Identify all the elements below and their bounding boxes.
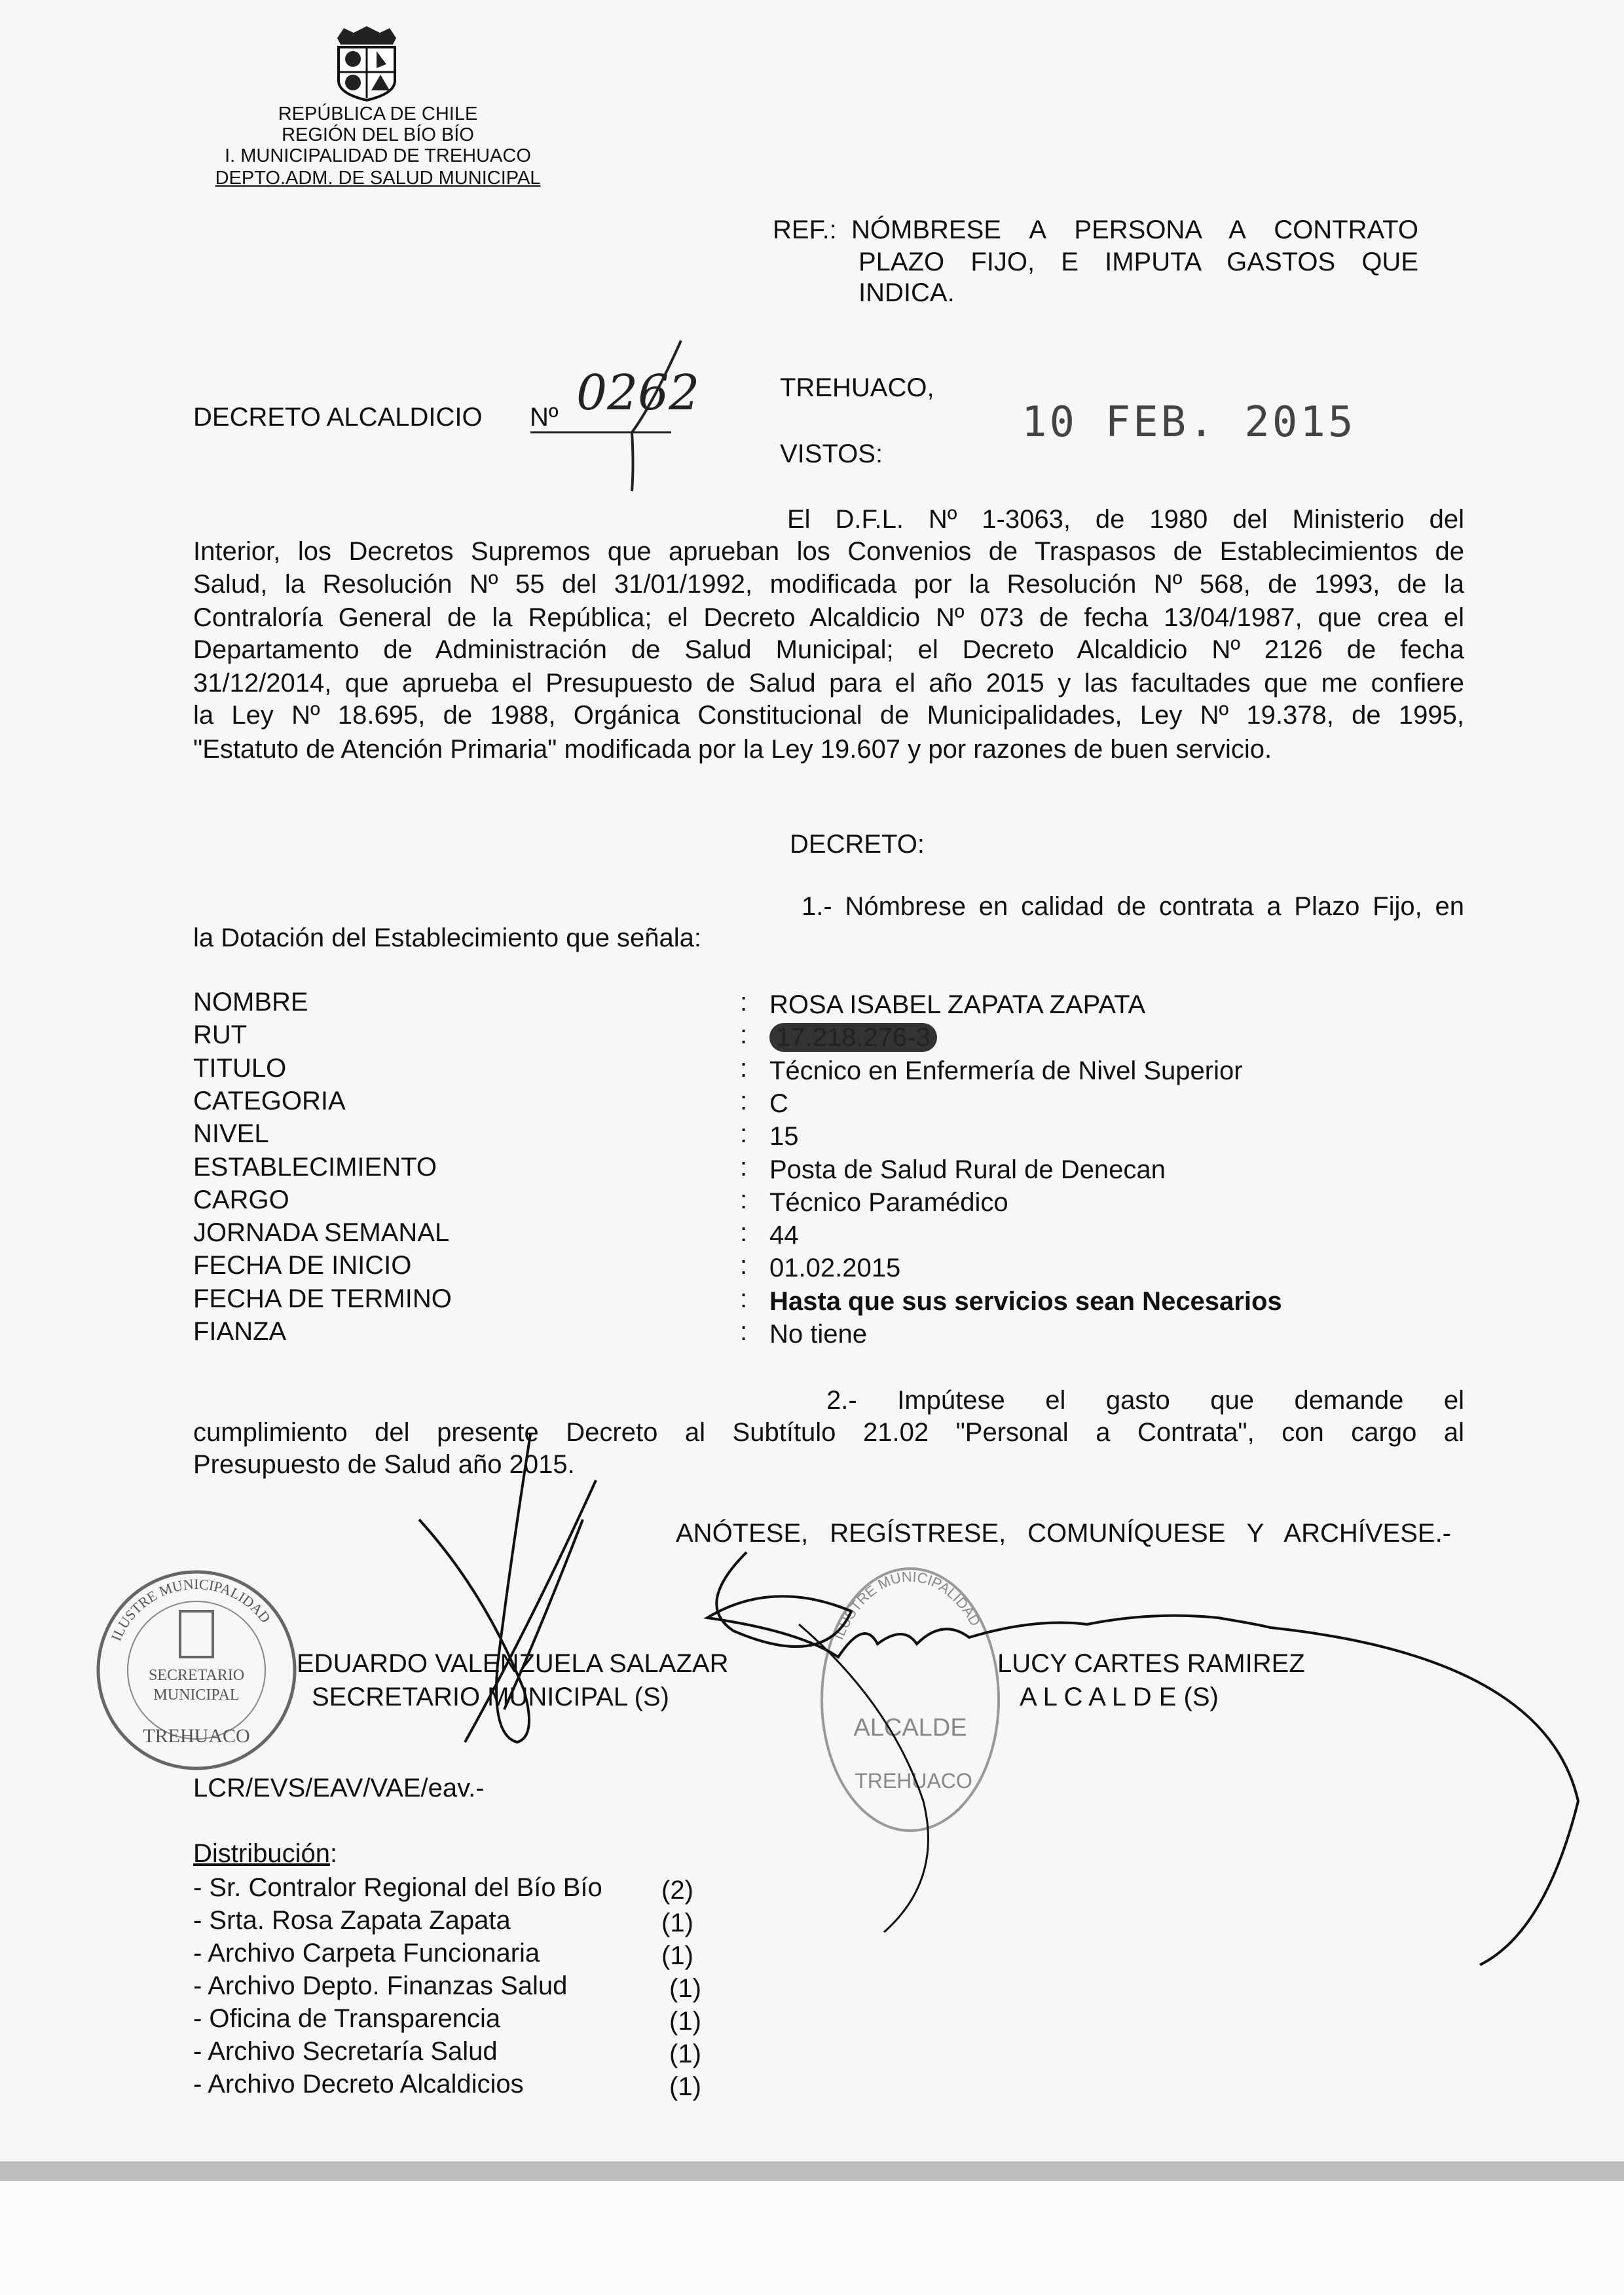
distribution-count: (1) — [669, 2072, 701, 2101]
scan-edge-band — [0, 2161, 1624, 2181]
field-value: No tiene — [769, 1320, 867, 1349]
field-separator: : — [740, 1218, 748, 1248]
distribution-title: Distribución — [193, 1839, 330, 1868]
field-separator: : — [740, 1317, 748, 1346]
distribution-item: - Oficina de Transparencia — [193, 2004, 501, 2033]
distribution-heading — [193, 1839, 337, 1868]
svg-text:ALCALDE: ALCALDE — [853, 1714, 967, 1742]
city-label: TREHUACO, — [780, 373, 934, 402]
field-label: FIANZA — [193, 1317, 287, 1346]
article-2-line: cumplimiento del presente Decreto al Subtítulo 21.02 "Personal a Contrata", con cargo al — [193, 1418, 1464, 1447]
svg-text:TREHUACO: TREHUACO — [855, 1769, 972, 1793]
field-value: 44 — [769, 1221, 799, 1250]
distribution-item: - Srta. Rosa Zapata Zapata — [193, 1906, 511, 1935]
vistos-heading: VISTOS: — [780, 439, 883, 468]
field-separator: : — [740, 1185, 748, 1214]
secretario-name: EDUARDO VALENZUELA SALAZAR — [297, 1649, 729, 1678]
field-label: JORNADA SEMANAL — [193, 1218, 450, 1248]
field-separator: : — [740, 1152, 748, 1182]
vistos-line: 31/12/2014, que aprueba el Presupuesto de Salud para el año 2015 y las facultades que me confiere — [193, 669, 1464, 698]
ref-label: REF.: — [773, 215, 837, 244]
letterhead-line: DEPTO.ADM. DE SALUD MUNICIPAL — [215, 168, 541, 189]
distribution-count: (2) — [661, 1876, 693, 1905]
initials-reference: LCR/EVS/EAV/VAE/eav.- — [193, 1774, 485, 1802]
field-value: Hasta que sus servicios sean Necesarios — [769, 1286, 1282, 1316]
field-value: Técnico en Enfermería de Nivel Superior — [769, 1056, 1243, 1085]
distribution-title-colon: : — [329, 1839, 338, 1868]
alcalde-signature — [694, 1539, 1624, 1985]
vistos-line: Contraloría General de la República; el Decreto Alcaldicio Nº 073 de fecha 13/04/1987, que crea el — [193, 603, 1464, 632]
vistos-line: Departamento de Administración de Salud Municipal; el Decreto Alcaldicio Nº 2126 de fecha — [193, 635, 1464, 664]
svg-text:TREHUACO: TREHUACO — [143, 1725, 250, 1747]
svg-text:ILUSTRE MUNICIPALIDAD: ILUSTRE MUNICIPALIDAD — [830, 1568, 984, 1642]
field-label: TITULO — [193, 1053, 287, 1083]
svg-text:SECRETARIO: SECRETARIO — [148, 1667, 245, 1684]
field-separator: : — [740, 1086, 748, 1115]
field-value: C — [769, 1089, 788, 1118]
field-value: 01.02.2015 — [769, 1254, 901, 1283]
alcalde-name: LUCY CARTES RAMIREZ — [997, 1649, 1305, 1678]
distribution-item: - Archivo Decreto Alcaldicios — [193, 2070, 524, 2099]
vistos-line: Interior, los Decretos Supremos que aprueban los Convenios de Traspasos de Establecimientos de — [193, 537, 1464, 566]
decree-number-underline-slash — [524, 334, 720, 498]
ref-line: NÓMBRESE A PERSONA A CONTRATO — [851, 215, 1418, 244]
field-value: Técnico Paramédico — [769, 1187, 1008, 1217]
distribution-count: (1) — [661, 1941, 693, 1970]
field-separator: : — [740, 1119, 748, 1149]
field-label: ESTABLECIMIENTO — [193, 1152, 437, 1182]
vistos-line: El D.F.L. Nº 1-3063, de 1980 del Ministerio del — [787, 505, 1464, 534]
field-value — [769, 1023, 937, 1052]
decreto-heading: DECRETO: — [790, 830, 925, 859]
article-2-line: Presupuesto de Salud año 2015. — [193, 1450, 575, 1479]
distribution-count: (1) — [669, 1974, 701, 2003]
field-label: FECHA DE TERMINO — [193, 1284, 452, 1313]
article-1-line: 1.- Nómbrese en calidad de contrata a Plazo Fijo, en — [802, 892, 1464, 921]
municipal-coat-of-arms-logo — [331, 25, 403, 103]
decree-title: DECRETO ALCALDICIO — [193, 403, 483, 432]
article-2-line: 2.- Impútese el gasto que demande el — [826, 1386, 1464, 1415]
ref-line: INDICA. — [858, 278, 955, 307]
field-label: CATEGORIA — [193, 1086, 346, 1115]
distribution-count: (1) — [661, 1909, 693, 1937]
vistos-line: Salud, la Resolución Nº 55 del 31/01/1992, modificada por la Resolución Nº 568, de 1993, de la — [193, 570, 1464, 599]
ref-line: PLAZO FIJO, E IMPUTA GASTOS QUE — [858, 248, 1418, 276]
decree-number-prefix: Nº — [530, 403, 559, 432]
article-1-line: la Dotación del Establecimiento que señala: — [193, 924, 702, 952]
secretario-role: SECRETARIO MUNICIPAL (S) — [312, 1683, 669, 1711]
field-separator: : — [740, 1020, 748, 1050]
distribution-item: - Archivo Depto. Finanzas Salud — [193, 1971, 568, 2000]
vistos-line: la Ley Nº 18.695, de 1988, Orgánica Constitucional de Municipalidades, Ley Nº 19.378, de 1995, — [193, 701, 1464, 730]
secretario-municipal-stamp — [92, 1565, 301, 1775]
distribution-count: (1) — [669, 2040, 701, 2068]
svg-text:MUNICIPAL: MUNICIPAL — [153, 1687, 240, 1704]
field-value: Posta de Salud Rural de Denecan — [769, 1155, 1166, 1184]
distribution-item: - Archivo Secretaría Salud — [193, 2037, 498, 2066]
field-separator: : — [740, 988, 748, 1017]
secretario-signature — [367, 1428, 642, 1768]
scan-bottom-margin — [0, 2181, 1624, 2295]
svg-text:ILUSTRE MUNICIPALIDAD: ILUSTRE MUNICIPALIDAD — [107, 1575, 274, 1643]
redacted-rut: 17.218.276-3 — [769, 1023, 937, 1052]
field-separator: : — [740, 1251, 748, 1280]
closing-formula: ANÓTESE, REGÍSTRESE, COMUNÍQUESE Y ARCHÍVESE.- — [676, 1519, 1451, 1548]
field-value: 15 — [769, 1122, 799, 1151]
letterhead-line: I. MUNICIPALIDAD DE TREHUACO — [225, 145, 531, 166]
distribution-item: - Archivo Carpeta Funcionaria — [193, 1939, 540, 1968]
field-label: CARGO — [193, 1185, 289, 1214]
letterhead-line: REPÚBLICA DE CHILE — [278, 103, 478, 124]
field-label: FECHA DE INICIO — [193, 1251, 412, 1280]
decree-number-handwritten: 0262 — [576, 365, 700, 421]
alcalde-role: A L C A L D E (S) — [1020, 1683, 1219, 1711]
date-stamp: 10 FEB. 2015 — [1022, 398, 1356, 447]
distribution-count: (1) — [669, 2007, 701, 2036]
field-separator: : — [740, 1284, 748, 1313]
field-value: ROSA ISABEL ZAPATA ZAPATA — [769, 990, 1146, 1019]
vistos-line: "Estatuto de Atención Primaria" modificada por la Ley 19.607 y por razones de buen servicio. — [193, 735, 1272, 764]
distribution-item: - Sr. Contralor Regional del Bío Bío — [193, 1873, 602, 1902]
field-label: NOMBRE — [193, 988, 308, 1017]
field-label: RUT — [193, 1020, 248, 1050]
field-label: NIVEL — [193, 1119, 269, 1149]
letterhead-line: REGIÓN DEL BÍO BÍO — [282, 124, 474, 145]
field-separator: : — [740, 1053, 748, 1083]
